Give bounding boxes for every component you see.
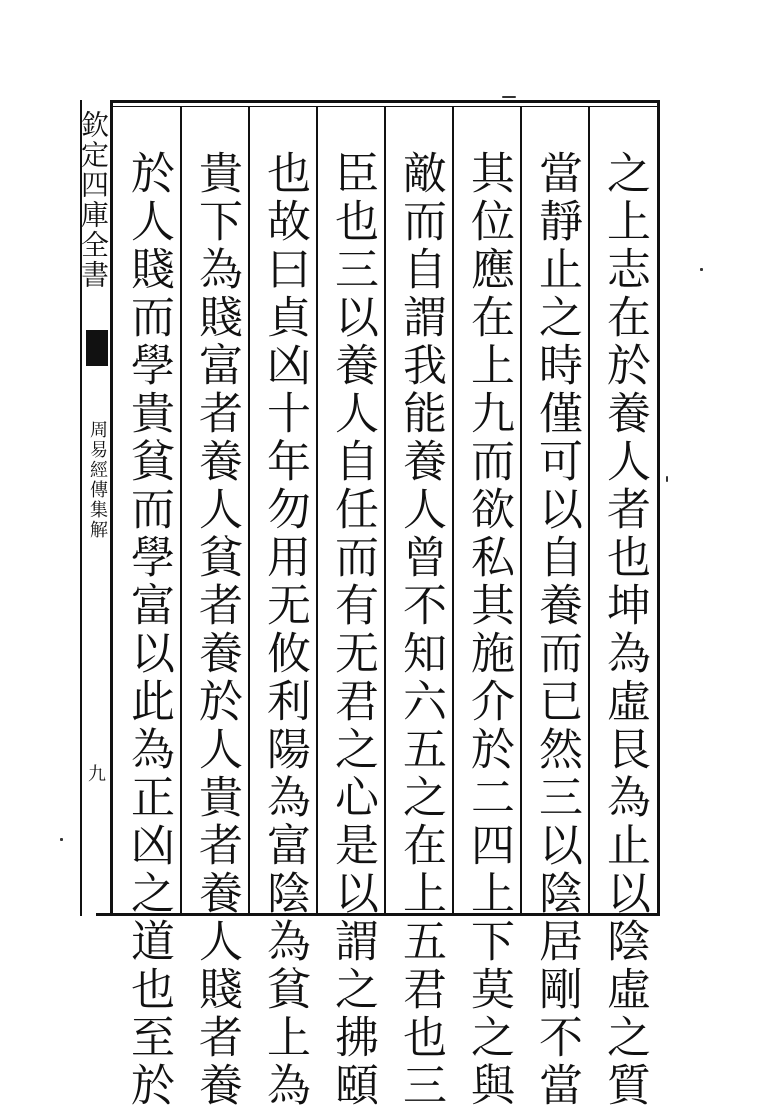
column-divider	[180, 106, 182, 914]
text-column-2: 當靜止之時僅可以自養而已然三以陰居剛不當	[531, 150, 582, 1110]
scan-speck	[666, 476, 668, 482]
text-column-6: 也故曰貞凶十年勿用无攸利陽為富陰為貧上為	[259, 150, 310, 1110]
frame-top-rule-thin	[112, 106, 660, 107]
column-divider	[384, 106, 386, 914]
text-column-4: 敵而自謂我能養人曾不知六五之在上五君也三	[395, 150, 446, 1110]
frame-right-rule	[657, 100, 660, 916]
scan-speck	[502, 96, 516, 98]
text-column-7: 貴下為賤富者養人貧者養於人貴者養人賤者養	[191, 150, 242, 1110]
scan-speck	[700, 268, 703, 271]
text-column-1: 之上志在於養人者也坤為虛艮為止以陰虛之質	[599, 150, 650, 1110]
book-title: 周易經傳集解	[87, 420, 108, 540]
frame-top-rule	[112, 100, 660, 103]
frame-left-rule	[110, 100, 113, 916]
page-number: 九	[85, 764, 106, 782]
fish-tail-mark	[86, 330, 108, 366]
text-column-5: 臣也三以養人自任而有无君之心是以謂之拂頤	[327, 150, 378, 1110]
scan-speck	[60, 838, 63, 841]
column-divider	[452, 106, 454, 914]
column-divider	[248, 106, 250, 914]
column-divider	[316, 106, 318, 914]
collection-title: 欽定四庫全書	[77, 110, 110, 290]
column-divider	[520, 106, 522, 914]
text-column-8: 於人賤而學貴貧而學富以此為正凶之道也至於	[123, 150, 174, 1110]
text-column-3: 其位應在上九而欲私其施介於二四上下莫之與	[463, 150, 514, 1110]
column-divider	[588, 106, 590, 914]
